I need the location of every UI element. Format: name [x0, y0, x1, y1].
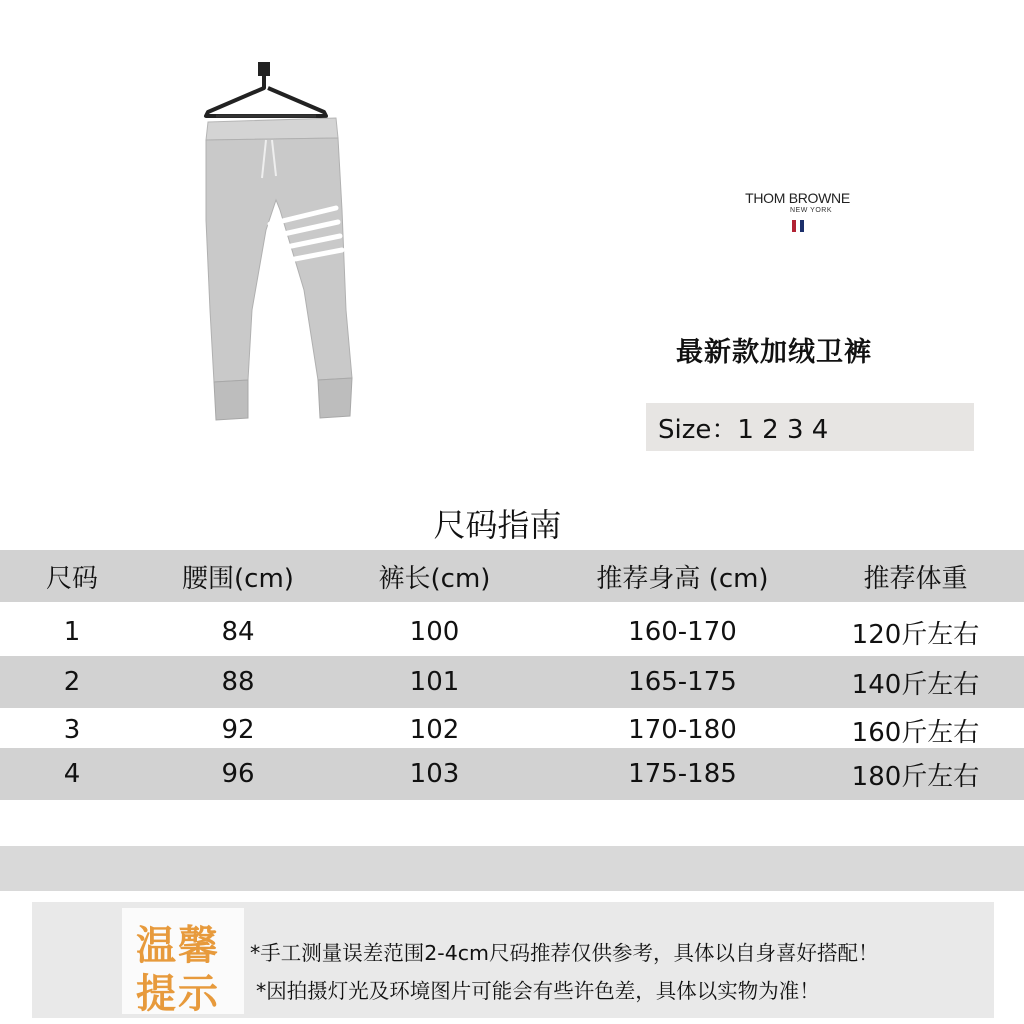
notice-label-line2: 提示 — [136, 971, 220, 1017]
notice-label-line1: 温馨 — [136, 923, 220, 969]
divider-bar — [0, 846, 1024, 891]
header-length: 裤长(cm) — [378, 563, 491, 594]
tricolor-flag-icon — [792, 220, 804, 232]
size-box — [646, 403, 974, 451]
cell-length: 103 — [409, 759, 460, 789]
cell-waist: 92 — [221, 715, 255, 745]
product-title: 最新款加绒卫裤 — [676, 337, 872, 368]
cell-length: 102 — [409, 715, 460, 745]
brand-subtitle: NEW YORK — [790, 207, 832, 214]
sweatpants-icon — [206, 118, 352, 420]
table-header-row — [0, 550, 1024, 602]
header-height: 推荐身高 (cm) — [596, 563, 769, 594]
cell-height: 175-185 — [628, 759, 737, 789]
cell-waist: 96 — [221, 759, 255, 789]
cell-size: 4 — [63, 759, 81, 789]
notice-label — [122, 908, 244, 1017]
header-size: 尺码 — [45, 563, 98, 594]
cell-height: 165-175 — [628, 667, 737, 697]
cell-weight: 140斤左右 — [851, 669, 980, 700]
brand-logo — [730, 190, 865, 232]
cell-height: 160-170 — [628, 617, 737, 647]
size-guide-title: 尺码指南 — [433, 506, 562, 544]
header-waist: 腰围(cm) — [182, 563, 294, 594]
brand-name: THOM BROWNE — [745, 190, 850, 206]
flag-stripe-blue — [800, 220, 804, 232]
hanger-icon — [206, 62, 326, 116]
cell-size: 3 — [63, 715, 81, 745]
notice-line-measurement: *手工测量误差范围2-4cm尺码推荐仅供参考，具体以自身喜好搭配！ — [250, 941, 879, 965]
cell-weight: 120斤左右 — [851, 619, 980, 650]
cell-weight: 160斤左右 — [851, 717, 980, 748]
cell-weight: 180斤左右 — [851, 761, 980, 792]
table-row — [0, 748, 1024, 800]
cell-size: 1 — [63, 617, 81, 647]
cell-height: 170-180 — [628, 715, 737, 745]
table-row — [0, 656, 1024, 708]
cell-length: 100 — [409, 617, 460, 647]
cell-size: 2 — [63, 667, 81, 697]
table-row — [0, 606, 1024, 658]
header-weight: 推荐体重 — [863, 563, 968, 594]
product-image — [196, 60, 366, 430]
notice-box — [32, 902, 994, 1018]
size-line: Size：1 2 3 4 — [658, 415, 829, 445]
cell-waist: 88 — [221, 667, 255, 697]
notice-line-color: *因拍摄灯光及环境图片可能会有些许色差，具体以实物为准！ — [256, 979, 820, 1003]
cell-length: 101 — [409, 667, 460, 697]
cell-waist: 84 — [221, 617, 255, 647]
